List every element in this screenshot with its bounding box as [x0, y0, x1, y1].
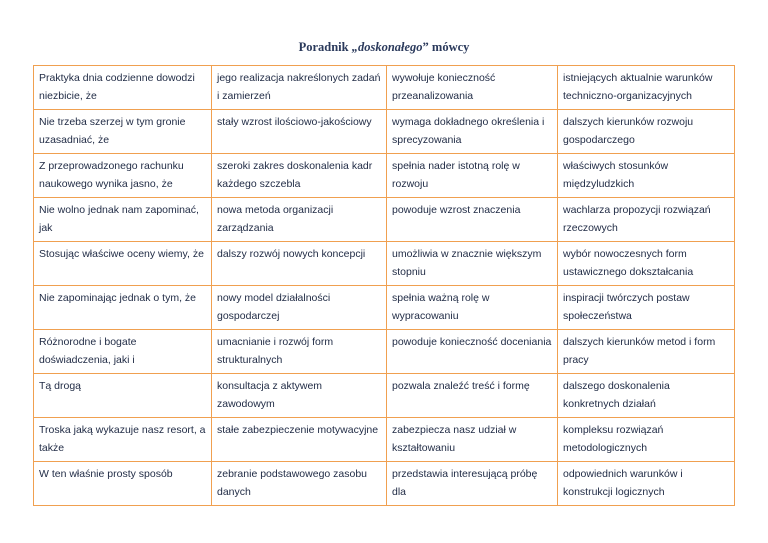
- table-cell: pozwala znaleźć treść i formę: [387, 374, 558, 418]
- table-row: [34, 286, 735, 330]
- table-cell: umacnianie i rozwój form strukturalnych: [212, 330, 387, 374]
- table-cell: właściwych stosunków międzyludzkich: [558, 154, 735, 198]
- table-cell: konsultacja z aktywem zawodowym: [212, 374, 387, 418]
- table-cell: Nie trzeba szerzej w tym gronie uzasadniać, że: [34, 110, 212, 154]
- table-cell: przedstawia interesującą próbę dla: [387, 462, 558, 506]
- table-row: [34, 330, 735, 374]
- table-row: [34, 462, 735, 506]
- table-cell: powoduje konieczność doceniania: [387, 330, 558, 374]
- table-cell: jego realizacja nakreślonych zadań i zamierzeń: [212, 66, 387, 110]
- table-cell: dalszych kierunków metod i form pracy: [558, 330, 735, 374]
- table-cell: dalszych kierunków rozwoju gospodarczego: [558, 110, 735, 154]
- table-cell: nowa metoda organizacji zarządzania: [212, 198, 387, 242]
- phrase-table: [33, 65, 735, 506]
- table-cell: zabezpiecza nasz udział w kształtowaniu: [387, 418, 558, 462]
- table-cell: kompleksu rozwiązań metodologicznych: [558, 418, 735, 462]
- table-row: [34, 418, 735, 462]
- table-cell: nowy model działalności gospodarczej: [212, 286, 387, 330]
- table-cell: istniejących aktualnie warunków techniczno-organizacyjnych: [558, 66, 735, 110]
- table-cell: stały wzrost ilościowo-jakościowy: [212, 110, 387, 154]
- table-cell: Troska jaką wykazuje nasz resort, a także: [34, 418, 212, 462]
- table-cell: wywołuje konieczność przeanalizowania: [387, 66, 558, 110]
- table-cell: W ten właśnie prosty sposób: [34, 462, 212, 506]
- table-cell: stałe zabezpieczenie motywacyjne: [212, 418, 387, 462]
- table-cell: wachlarza propozycji rozwiązań rzeczowych: [558, 198, 735, 242]
- table-cell: Nie zapominając jednak o tym, że: [34, 286, 212, 330]
- table-cell: Nie wolno jednak nam zapominać, jak: [34, 198, 212, 242]
- table-cell: Tą drogą: [34, 374, 212, 418]
- table-row: [34, 374, 735, 418]
- table-row: [34, 110, 735, 154]
- table-row: [34, 242, 735, 286]
- table-cell: Praktyka dnia codzienne dowodzi niezbicie, że: [34, 66, 212, 110]
- table-cell: dalszy rozwój nowych koncepcji: [212, 242, 387, 286]
- table-row: [34, 198, 735, 242]
- table-cell: wymaga dokładnego określenia i sprecyzowania: [387, 110, 558, 154]
- table-cell: Stosując właściwe oceny wiemy, że: [34, 242, 212, 286]
- table-cell: spełnia ważną rolę w wypracowaniu: [387, 286, 558, 330]
- table-row: [34, 154, 735, 198]
- page-title: [0, 40, 768, 55]
- table-cell: powoduje wzrost znaczenia: [387, 198, 558, 242]
- table-cell: szeroki zakres doskonalenia kadr każdego szczebla: [212, 154, 387, 198]
- table-cell: dalszego doskonalenia konkretnych działań: [558, 374, 735, 418]
- table-cell: Z przeprowadzonego rachunku naukowego wynika jasno, że: [34, 154, 212, 198]
- table-cell: zebranie podstawowego zasobu danych: [212, 462, 387, 506]
- table-cell: umożliwia w znacznie większym stopniu: [387, 242, 558, 286]
- table-row: [34, 66, 735, 110]
- table-cell: Różnorodne i bogate doświadczenia, jaki i: [34, 330, 212, 374]
- table-cell: odpowiednich warunków i konstrukcji logicznych: [558, 462, 735, 506]
- title-prefix: Poradnik: [298, 40, 352, 54]
- table-cell: wybór nowoczesnych form ustawicznego dokształcania: [558, 242, 735, 286]
- table-cell: inspiracji twórczych postaw społeczeństwa: [558, 286, 735, 330]
- title-italic: „doskonałego: [351, 40, 423, 54]
- title-suffix: ” mówcy: [422, 40, 470, 54]
- table-cell: spełnia nader istotną rolę w rozwoju: [387, 154, 558, 198]
